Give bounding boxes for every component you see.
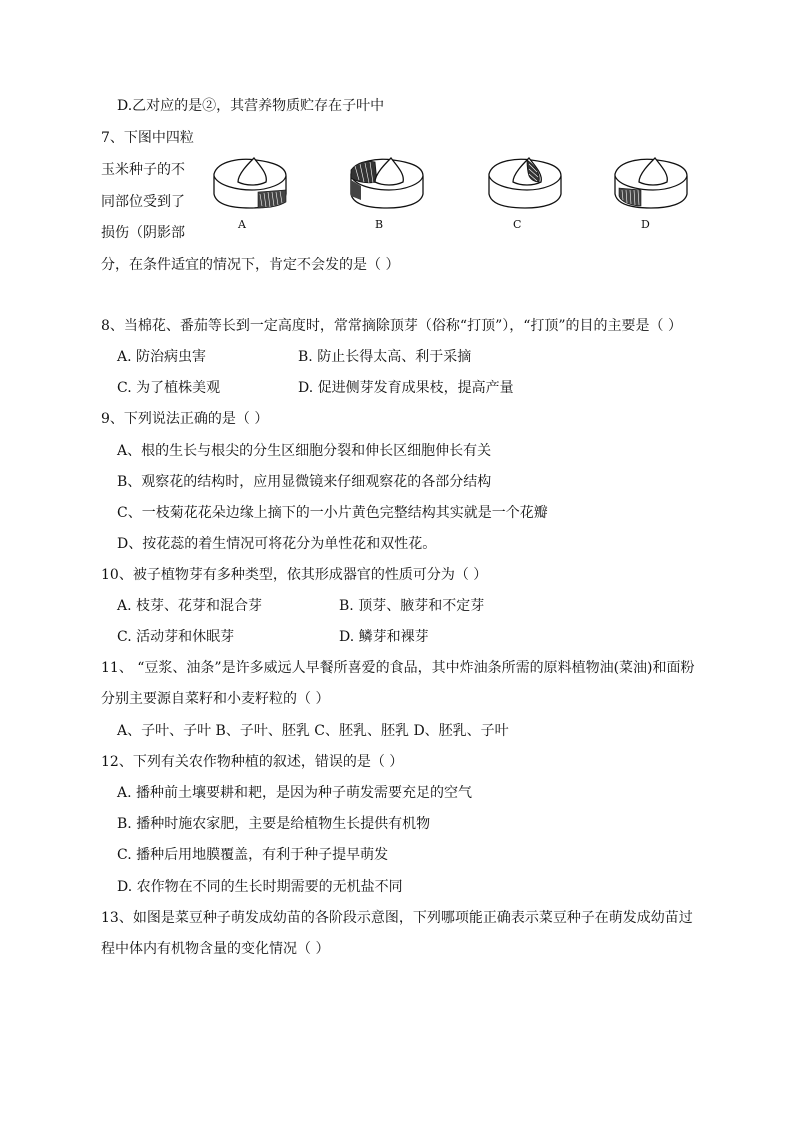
corn-seed-c (483, 152, 567, 236)
figure-label-d: D (641, 218, 650, 231)
q10-option-d: D. 鳞芽和裸芽 (339, 629, 429, 645)
corn-seed-a (208, 152, 292, 236)
q7-stem-tail: 分，在条件适宜的情况下，肯定不会发的是（ ） (101, 257, 400, 273)
corn-seed-b (345, 152, 429, 236)
q9-option-c: C、一枝菊花花朵边缘上摘下的一小片黄色完整结构其实就是一个花瓣 (117, 505, 548, 521)
figure-label-a: A (238, 218, 246, 231)
q12-option-d: D. 农作物在不同的生长时期需要的无机盐不同 (117, 879, 403, 895)
q8-stem: 8、当棉花、番茄等长到一定高度时，常常摘除顶芽（俗称“打顶”），“打顶”的目的主要是（ ） (101, 318, 682, 334)
q10-stem: 10、被子植物芽有多种类型，依其形成器官的性质可分为（ ） (101, 567, 488, 583)
q10-option-a: A. 枝芽、花芽和混合芽 (117, 598, 263, 614)
q8-option-a: A. 防治病虫害 (117, 349, 207, 365)
q10-option-c: C. 活动芽和休眠芽 (117, 629, 235, 645)
corn-seed-figure (205, 152, 695, 237)
q9-stem: 9、下列说法正确的是（ ） (101, 411, 269, 427)
q8-option-b: B. 防止长得太高、利于采摘 (298, 349, 472, 365)
q7-stem-line-4: 损伤（阴影部 (101, 225, 185, 241)
q7-stem-line-3: 同部位受到了 (101, 194, 185, 210)
q12-stem: 12、下列有关农作物种植的叙述，错误的是（ ） (101, 754, 404, 770)
q12-option-c: C. 播种后用地膜覆盖，有利于种子提早萌发 (117, 847, 389, 863)
q9-option-d: D、按花蕊的着生情况可将花分为单性花和双性花。 (117, 536, 437, 552)
q6-option-d: D.乙对应的是②，其营养物质贮存在子叶中 (117, 98, 385, 114)
q9-option-a: A、根的生长与根尖的分生区细胞分裂和伸长区细胞伸长有关 (117, 443, 492, 459)
q13-stem-line-2: 程中体内有机物含量的变化情况（ ） (101, 941, 330, 957)
q11-stem-line-2: 分别主要源自菜籽和小麦籽粒的（ ） (101, 691, 330, 707)
q10-option-b: B. 顶芽、腋芽和不定芽 (339, 598, 485, 614)
corn-seed-d (609, 152, 693, 236)
q7-stem-line-1: 7、下图中四粒 (101, 130, 194, 146)
q11-stem-line-1: 11、 “豆浆、油条”是许多威远人早餐所喜爱的食品，其中炸油条所需的原料植物油(菜油)和面粉 (101, 660, 695, 676)
figure-label-b: B (375, 218, 384, 231)
q12-option-a: A. 播种前土壤要耕和耙，是因为种子萌发需要充足的空气 (117, 785, 473, 801)
q9-option-b: B、观察花的结构时，应用显微镜来仔细观察花的各部分结构 (117, 474, 492, 490)
q7-stem-line-2: 玉米种子的不 (101, 162, 185, 178)
q12-option-b: B. 播种时施农家肥，主要是给植物生长提供有机物 (117, 816, 431, 832)
q11-options: A、子叶、子叶 B、子叶、胚乳 C、胚乳、胚乳 D、胚乳、子叶 (117, 723, 509, 739)
q13-stem-line-1: 13、如图是菜豆种子萌发成幼苗的各阶段示意图，下列哪项能正确表示菜豆种子在萌发成幼苗过 (101, 910, 693, 926)
q8-option-c: C. 为了植株美观 (117, 380, 221, 396)
figure-label-c: C (513, 218, 522, 231)
q8-option-d: D. 促进侧芽发育成果枝，提高产量 (298, 380, 514, 396)
